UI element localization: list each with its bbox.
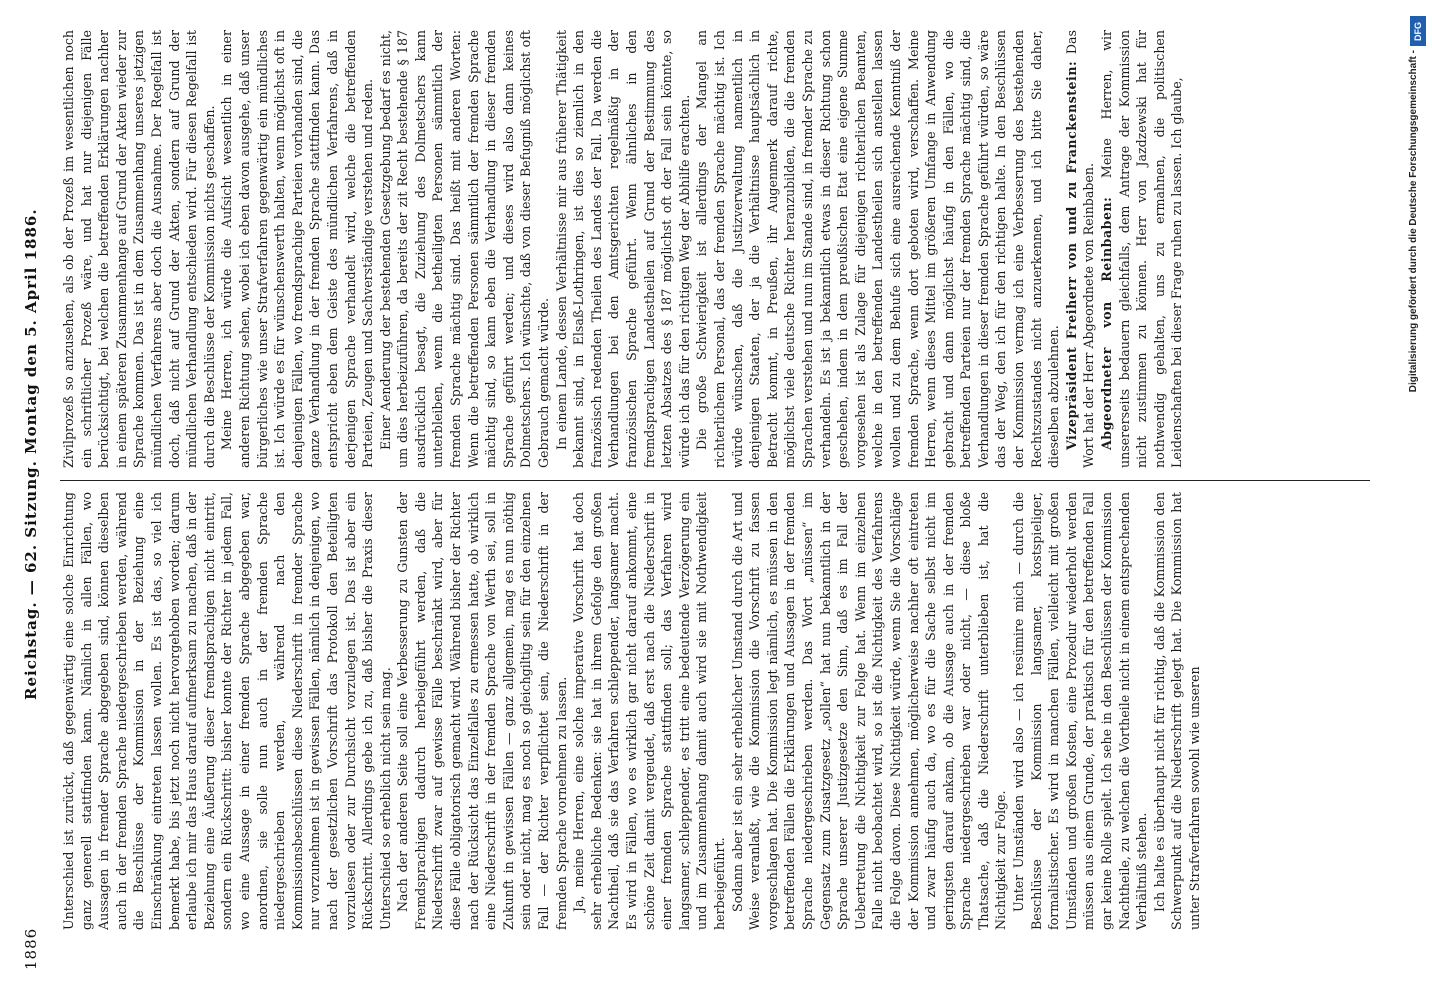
paragraph: Unter Umständen wird also — ich resümire mich — durch die Beschlüsse der Kommission langsamer, kostspieliger, formalistischer. Es wird in manchen Fällen, vielleicht mit großen Umständen und großen Kosten, eine Prozedur wiederholt werden müssen aus einem Grunde, der praktisch für den betreffenden Fall gar keine Rolle spielt. Ich sehe in den Beschlüssen der Kommission Nachtheile, zu welchen die Vortheile nicht in einem entsprechenden Verhältniß stehen.: [1011, 492, 1150, 930]
paragraph: Ich halte es überhaupt nicht für richtig, daß die Kommission den Schwerpunkt auf die Niederschrift gelegt hat. Die Kommission hat unter Strafverfahren sowohl wie unseren: [1151, 492, 1202, 930]
dfg-logo-icon: DFG: [1410, 16, 1426, 46]
running-title: Reichstag. — 62. Sitzung. Montag den 5. April 1886.: [22, 208, 40, 700]
vice-president-text: Das Wort hat der Herr Abgeordnete von Reinbaben.: [1063, 30, 1097, 468]
left-column: [60, 492, 1370, 930]
page-header: [20, 0, 50, 1000]
digitization-credit: [1408, 10, 1428, 990]
paragraph: Nach der anderen Seite soll eine Verbesserung zu Gunsten der Fremdsprachigen dadurch herbeigeführt werden, daß die Niederschrift zwar auf gewisse Fälle beschränkt wird, aber für diese Fälle obligatorisch gemacht wird. Während bisher der Richter nach der Rücksicht das Einzelfalles zu ermessen hatte, ob wirklich eine Niederschrift in der fremden Sprache von Werth sei, soll in Zukunft in gewissen Fällen — ganz allgemein, mag es nun nöthig sein oder nicht, mag es noch so gleichgiltig sein für den einzelnen Fall — der Richter verpflichtet sein, die Niederschrift in der fremden Sprache vornehmen zu lassen.: [395, 492, 569, 930]
paragraph: Die große Schwierigkeit ist allerdings der Mangel an richterlichem Personal, das der fremden Sprache mächtig ist. Ich würde wünschen, daß die Justizverwaltung namentlich in denjenigen Staaten, der ja die Verhältnisse hauptsächlich in Betracht kommt, in Preußen, ihr Augenmerk darauf richte, möglichst viele deutsche Richter heranzubilden, die die fremden Sprachen verstehen und nun im Stande sind, in fremder Sprache zu verhandeln. Es ist ja bekanntlich etwas in dieser Richtung schon geschehen, indem in dem preußischen Etat eine eigene Summe vorgesehen ist als Zulage für diejenigen richterlichen Beamten, welche in den betreffenden Landestheilen sich anstellen lassen wollen und zu dem Behufe sich eine ausreichende Kenntniß der fremden Sprache, wenn dort geboten wird, verschaffen. Meine Herren, wenn dieses Mittel im größeren Umfange in Anwendung gebracht und dann möglichst häufig in den Fällen, wo die betreffenden Parteien nur der fremden Sprache mächtig sind, die Verhandlungen in dieser fremden Sprache geführt würden, so wäre das der Weg, den ich für den richtigen halte. In den Beschlüssen der Kommission vermag ich eine Verbesserung des bestehenden Rechtszustandes nicht anzuerkennen, und ich bitte Sie daher, dieselben abzulehnen.: [694, 30, 1062, 468]
paragraph: In einem Lande, dessen Verhältnisse mir aus früherer Thätigkeit bekannt sind, in Elsaß-Lothringen, ist dies so ziemlich in den französisch redenden Theilen des Landes der Fall. Da werden die Verhandlungen bei den Amtsgerichten regelmäßig in der französischen Sprache geführt. Wenn ähnliches in den fremdsprachigen Landestheilen auf Grund der Bestimmung des letzten Absatzes des § 187 möglichst oft der Fall sein könnte, so würde ich das für den richtigen Weg der Abhilfe erachten.: [553, 30, 692, 468]
speaker-paragraph: [1098, 30, 1186, 468]
paragraph: Zivilprozeß so anzusehen, als ob der Prozeß im wesentlichen noch ein schriftlicher Prozeß wäre, und hat nur diejenigen Fälle berücksichtigt, bei welchen die betreffenden Erklärungen nachher in einem späteren Zusammenhange auf Grund der Akten wieder zur Sprache kommen. Das ist in dem Zusammenhang unseres jetzigen mündlichen Verfahrens aber doch die Ausnahme. Der Regelfall ist doch, daß nicht auf Grund der Akten, sondern auf Grund der mündlichen Verhandlung entschieden wird. Für diesen Regelfall ist durch die Beschlüsse der Kommission nichts geschaffen.: [61, 30, 217, 468]
right-column: [60, 30, 1370, 468]
speaker-text: Meine Herren, wir unsererseits bedauern gleichfalls, dem Antrage der Kommission nicht zustimmen zu können. Herr von Jazdzewski hat für nothwendig gehalten, uns zu ermahnen, die politischen Leidenschaften bei dieser Frage ruhen zu lassen. Ich glaube,: [1099, 30, 1185, 468]
column-divider: [60, 480, 1370, 481]
paragraph: Unterschied ist zurückt, daß gegenwärtig eine solche Einrichtung ganz generell stattfinden kann. Nämlich in allen Fällen, wo Aussagen in fremder Sprache abgegeben sind, können dieselben auch in der fremden Sprache niedergeschrieben werden, während die Beschlüsse der Kommission in der Beziehung eine Einschränkung eintreten lassen wollen. Es ist das, so viel ich bemerkt habe, bis jetzt noch nicht hervorgehoben worden; darum erlaube ich mir das Haus darauf aufmerksam zu machen, daß in der Beziehung eine Äußerung dieser fremdsprachigen nicht eintritt, sondern ein Rückschritt: bisher konnte der Richter in jedem Fall, wo eine Aussage in einer fremden Sprache abgegeben war, anordnen, sie solle nun auch in der fremden Sprache niedergeschrieben werden, während nach den Kommissionsbeschlüssen diese Niederschrift in fremder Sprache nur vorzunehmen ist in gewissen Fällen, nämlich in denjenigen, wo nach der gesetzlichen Vorschrift das Protokoll den Beteiligten vorzulesen oder zur Durchsicht vorzulegen ist. Das ist aber ein Rückschritt. Allerdings gebe ich zu, daß bisher die Praxis dieser Unterschied so erheblich nicht sein mag.: [61, 492, 393, 930]
paragraph: Einer Aenderung der bestehenden Gesetzgebung bedarf es nicht, um dies herbeizuführen, da bereits der zit Recht bestehende § 187 ausdrücklich besagt, die Zuziehung des Dolmetschers kann unterbleiben, wenn die betheiligten Personen sämmtlich der fremden Sprache mächtig sind. Das heißt mit anderen Worten: Wenn die betreffenden Personen sämmtlich der fremden Sprache mächtig sind, so kann eben die Verhandlung in dieser fremden Sprache geführt werden; und dieses wird also dann keines Dolmetschers. Ich wünschte, daß von dieser Befugniß möglichst oft Gebrauch gemacht würde.: [377, 30, 552, 468]
vice-president-label: Vizepräsident Freiherr von und zu Franckenstein:: [1063, 60, 1079, 450]
speaker-label: Abgeordneter von Reinbaben:: [1099, 196, 1115, 450]
paragraph: Meine Herren, ich würde die Aufsicht wesentlich in einer anderen Richtung sehen, wobei ich eben davon ausgehe, daß unser bürgerliches wie unser Strafverfahren gegenwärtig ein mündliches ist. Ich würde es für wünschenswerth halten, wenn möglichst oft in denjenigen Fällen, wo fremdsprachige Parteien vorhanden sind, die ganze Verhandlung in der fremden Sprache stattfinden kann. Das entspricht eben dem Geiste des mündlichen Verfahrens, daß in derjenigen Sprache verhandelt wird, welche die betreffenden Parteien, Zeugen und Sachverständige verstehen und reden.: [219, 30, 376, 468]
credit-text: Digitalisierung gefördert durch die Deutsche Forschungsgemeinschaft -: [1408, 50, 1419, 393]
page-number: 1886: [22, 927, 40, 970]
text-columns: [60, 30, 1380, 930]
paragraph: Ja, meine Herren, eine solche imperative Vorschrift hat doch sehr erhebliche Bedenken: sie hat in ihrem Gefolge den großen Nachtheil, daß sie das Verfahren schleppender, langsamer macht. Es wird in Fällen, wo es wirklich gar nicht darauf ankommt, eine schöne Zeit damit vergeudet, daß erst nach die Niederschrift in einer fremden Sprache stattfinden soll; das Verfahren wird langsamer, schleppender, es tritt eine bedeutende Verzögerung ein und im Zusammenhang damit auch wird sie mit Nothwendigkeit herbeigeführt.: [571, 492, 727, 930]
vice-president-paragraph: [1063, 30, 1098, 468]
paragraph: Sodann aber ist ein sehr erheblicher Umstand durch die Art und Weise veranlaßt, wie die Kommission die Vorschrift zu fassen vorgeschlagen hat. Die Kommission legt nämlich, es müssen in den betreffenden Fällen die Erklärungen und Aussagen in der fremden Sprache niedergeschrieben werden. Das Wort „müssen“ im Gegensatz zum Zusatzgesetz „sollen“ hat nun bekanntlich in der Sprache unserer Justizgesetze den Sinn, daß es im Fall der Uebertretung die Nichtigkeit zur Folge hat. Wenn im einzelnen Falle nicht beobachtet wird, so ist die Nichtigkeit des Verfahrens die Folge davon. Diese Nichtigkeit würde, wenn Sie die Vorschläge der Kommission annehmen, möglicherweise nachher oft eintreten und zwar häufig auch da, wo es für die Sache selbst nicht im geringsten darauf ankam, ob die Aussage auch in der fremden Sprache niedergeschrieben war oder nicht, — diese bloße Thatsache, daß die Niederschrift unterblieben ist, hat die Nichtigkeit zur Folge.: [729, 492, 1009, 930]
